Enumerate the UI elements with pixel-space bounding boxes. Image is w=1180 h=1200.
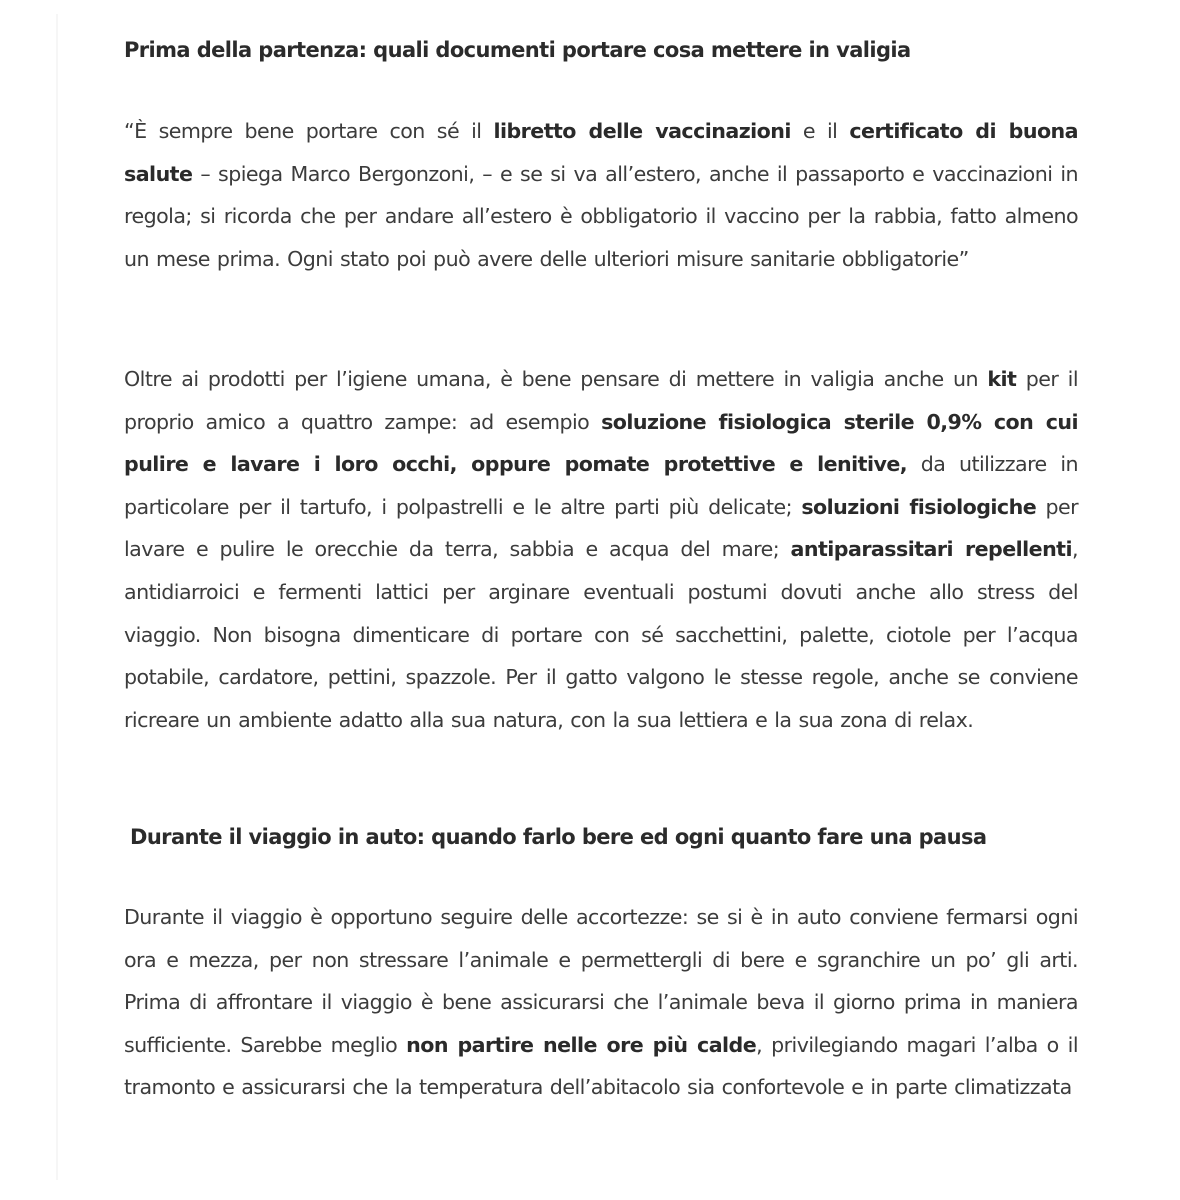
text-run: e il [790, 119, 850, 143]
bold-health-certificate: certificato di buona salute [124, 119, 1078, 186]
text-run: “È sempre bene portare con sé il [124, 119, 494, 143]
text-run: Durante il viaggio è opportuno seguire delle accortezze: se si è in auto conviene fermarsi ogni ora e mezza, per non stressare l’animale e permettergli di bere e sgranchire un po’ gli arti. Prima di affrontare il viaggio è bene assicurarsi che l’animale beva il giorno prima in maniera sufficiente. Sarebbe meglio [124, 905, 1078, 1057]
text-run: da utilizzare in particolare per il tartufo, i polpastrelli e le altre parti più delicate; [124, 452, 1078, 519]
paragraph-car-travel [124, 896, 1078, 1109]
text-run: , privilegiando magari l’alba o il tramonto e assicurarsi che la temperatura dell’abitacolo sia confortevole e in parte climatizzata [124, 1032, 1078, 1100]
paragraph-documents-quote [124, 110, 1078, 280]
bold-kit: kit [987, 367, 1017, 391]
bold-vaccination-booklet: libretto delle vaccinazioni [493, 119, 791, 143]
paragraph-pet-kit [124, 358, 1078, 741]
bold-antiparasitic-repellents: antiparassitari repellenti [790, 537, 1072, 562]
page-edge-divider [56, 14, 58, 1180]
section-heading-car-travel: Durante il viaggio in auto: quando farlo bere ed ogni quanto fare una pausa [130, 825, 987, 849]
bold-avoid-hot-hours: non partire nelle ore più calde [406, 1032, 757, 1057]
text-run: per il proprio amico a quattro zampe: ad esempio [124, 367, 1078, 434]
text-run: – spiega Marco Bergonzoni, – e se si va all’estero, anche il passaporto e vaccinazioni in regola; si ricorda che per andare all’estero è obbligatorio il vaccino per la rabbia, fatto almeno un mese prima. Ogni stato poi può avere delle ulteriori misure sanitarie obbligatorie” [124, 161, 1078, 271]
text-run: per lavare e pulire le orecchie da terra, sabbia e acqua del mare; [124, 494, 1079, 562]
section-heading-before-departure: Prima della partenza: quali documenti portare cosa mettere in valigia [124, 38, 911, 62]
bold-physiological-solutions: soluzioni fisiologiche [801, 494, 1037, 519]
bold-saline-solution: soluzione fisiologica sterile 0,9% con cui pulire e lavare i loro occhi, oppure pomate protettive e lenitive, [124, 409, 1078, 477]
text-run: Oltre ai prodotti per l’igiene umana, è bene pensare di mettere in valigia anche un [124, 367, 988, 391]
text-run: , antidiarroici e fermenti lattici per arginare eventuali postumi dovuti anche allo stress del viaggio. Non bisogna dimenticare di portare con sé sacchettini, palette, ciotole per l’acqua potabile, cardatore, pettini, spazzole. Per il gatto valgono le stesse regole, anche se conviene ricreare un ambiente adatto alla sua natura, con la sua lettiera e la sua zona di relax. [124, 537, 1078, 732]
